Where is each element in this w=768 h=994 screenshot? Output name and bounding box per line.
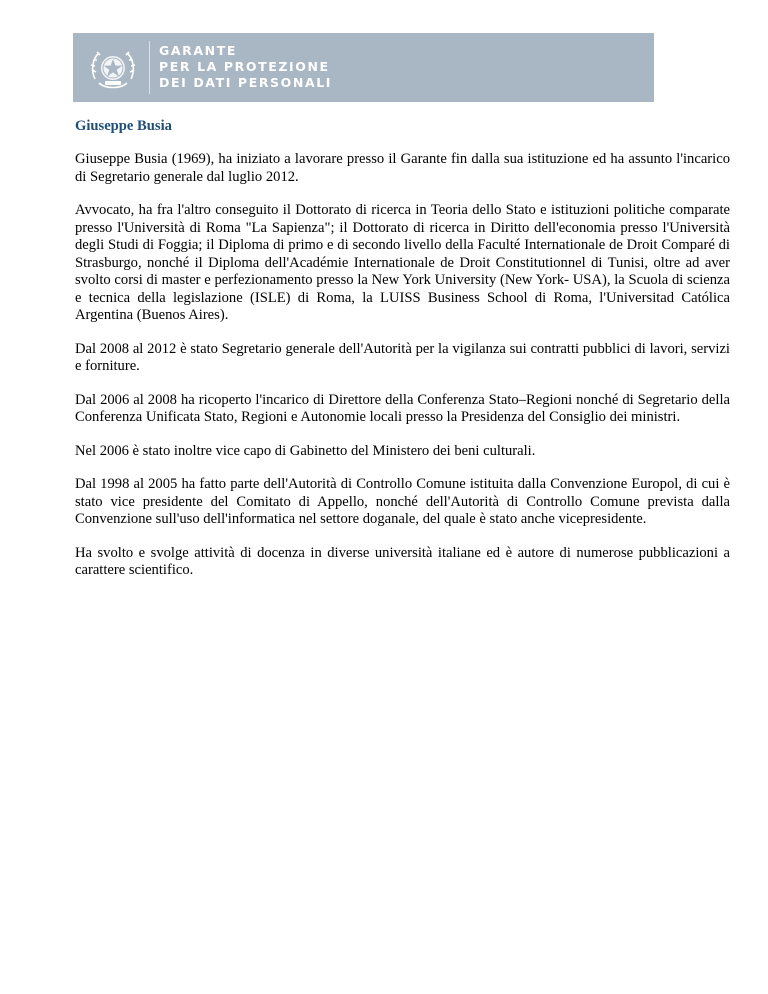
logo-line-2: PER LA PROTEZIONE bbox=[159, 59, 330, 74]
header-banner bbox=[73, 33, 654, 102]
garante-logo-text bbox=[159, 43, 332, 91]
logo-line-1: GARANTE bbox=[159, 43, 237, 58]
banner-divider bbox=[149, 41, 150, 94]
italian-republic-emblem-icon bbox=[85, 41, 141, 97]
bio-paragraph-3: Dal 2008 al 2012 è stato Segretario generale dell'Autorità per la vigilanza sui contratti pubblici di lavori, servizi e forniture. bbox=[75, 340, 730, 374]
bio-paragraph-7: Ha svolto e svolge attività di docenza in diverse università italiane ed è autore di numerose pubblicazioni a carattere scientifico. bbox=[75, 544, 730, 578]
bio-paragraph-4: Dal 2006 al 2008 ha ricoperto l'incarico di Direttore della Conferenza Stato–Regioni nonché di Segretario della Conferenza Unificata Stato, Regioni e Autonomie locali presso la Presidenza del Consiglio dei ministri. bbox=[75, 391, 730, 425]
logo-line-3: DEI DATI PERSONALI bbox=[159, 75, 333, 90]
bio-paragraph-2: Avvocato, ha fra l'altro conseguito il Dottorato di ricerca in Teoria dello Stato e istituzioni politiche comparate presso l'Università di Roma "La Sapienza"; il Dottorato di ricerca in Diritto dell'economia presso l'Università degli Studi di Foggia; il Diploma di primo e di secondo livello della Faculté Internationale de Droit Comparé di Strasburgo, nonché il Diploma dell'Académie Internationale de Droit Constitutionnel di Tunisi, oltre ad aver svolto corsi di master e perfezionamento presso la New York University (New York- USA), la Scuola di scienza e tecnica della legislazione (ISLE) di Roma, la LUISS Business School di Roma, l'Universitad Católica Argentina (Buenos Aires). bbox=[75, 202, 730, 323]
bio-paragraph-1: Giuseppe Busia (1969), ha iniziato a lavorare presso il Garante fin dalla sua istituzione ed ha assunto l'incarico di Segretario generale dal luglio 2012. bbox=[75, 151, 730, 185]
document-body bbox=[75, 118, 730, 596]
bio-paragraph-6: Dal 1998 al 2005 ha fatto parte dell'Autorità di Controllo Comune istituita dalla Convenzione Europol, di cui è stato vice presidente del Comitato di Appello, nonché dell'Autorità di Controllo Comune prevista dalla Convenzione sull'uso dell'informatica nel settore doganale, del quale è stato anche vicepresidente. bbox=[75, 476, 730, 527]
bio-paragraph-5: Nel 2006 è stato inoltre vice capo di Gabinetto del Ministero dei beni culturali. bbox=[75, 442, 536, 459]
person-name-heading: Giuseppe Busia bbox=[75, 118, 172, 134]
